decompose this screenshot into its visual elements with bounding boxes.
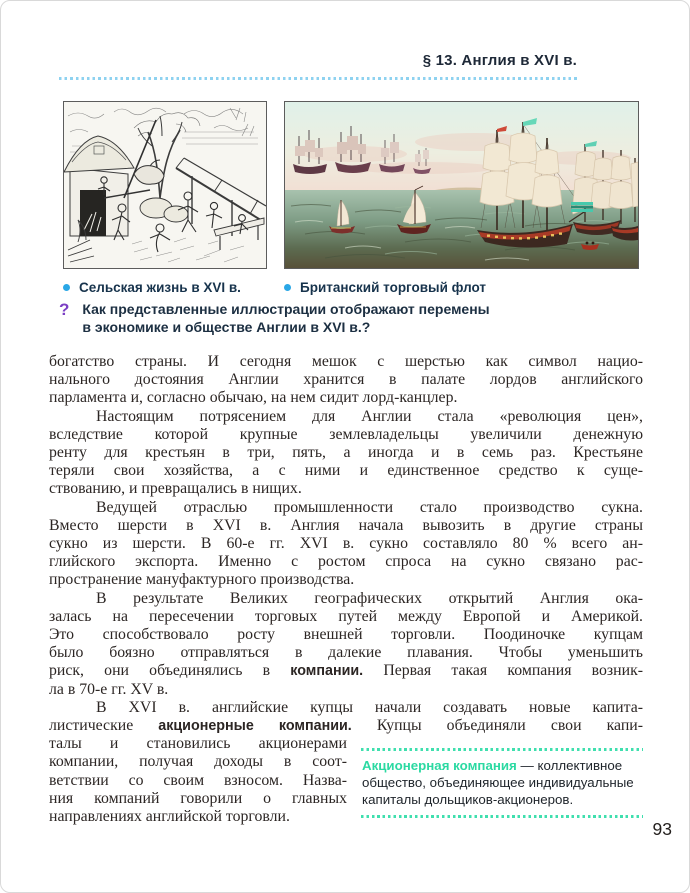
- text-line: парламента и, согласно обычаю, на нем сидит лорд-канцлер.: [49, 389, 458, 407]
- figure-merchant-fleet: [284, 101, 639, 295]
- caption-text: Сельская жизнь в XVI в.: [79, 280, 241, 295]
- note-term: Акционерная компания: [362, 758, 517, 774]
- text-line: ния компаний говорили о главных: [49, 789, 347, 807]
- text-line: Это способствовало росту внешней торговли. Поодиночке купцам: [49, 626, 643, 644]
- note-dotted-border-bottom: [361, 815, 643, 818]
- text-line: компании, получая доходы в соот-: [49, 753, 347, 771]
- body-paragraphs: [49, 353, 643, 735]
- body-text: [49, 353, 643, 826]
- text-line: Ведущей отраслью промышленности стало производство сукна.: [96, 498, 643, 516]
- question-line: в экономике и обществе Англии в XVI в.?: [82, 319, 371, 335]
- text-line: риск, они объединялись в компании. Первая такая компания возник-: [49, 662, 644, 680]
- text-line: залась на пересечении торговых путей между Европой и Америкой.: [49, 607, 643, 625]
- woodcut-image: [63, 101, 267, 269]
- question-block: [59, 300, 604, 336]
- text-line: В результате Великих географических открытий Англия ока-: [96, 589, 643, 607]
- text-line: ла в 70-е гг. XV в.: [49, 680, 169, 698]
- paragraph: [49, 590, 643, 699]
- note-definition: — коллективное общество, объединяющее индивидуальные капиталы дольщиков-акционеров.: [362, 758, 634, 808]
- text-line: богатство страны. И сегодня мешок с шерстью как символ нацио-: [49, 353, 643, 370]
- wrap-row: [49, 735, 643, 826]
- text-line: талы и становились акционерами: [49, 735, 347, 753]
- question-line: Как представленные иллюстрации отображают перемены: [82, 301, 490, 317]
- text-line: глийского экспорта. Именно с ростом спроса на сукно связано рас-: [49, 553, 643, 571]
- wrap-left-column: [49, 735, 347, 826]
- text-line: листические акционерные компании. Купцы объединяли свои капи-: [49, 717, 644, 735]
- header-dotted-divider: [59, 77, 577, 80]
- text-line: В XVI в. английские купцы начали создавать новые капита-: [96, 698, 643, 716]
- text-line: Вместо шерсти в XVI в. Англия начала вывозить в другие страны: [49, 516, 643, 534]
- text-line: теряли свои хозяйства, а с ними и единственное средство к суще-: [49, 462, 643, 480]
- figures-row: [63, 101, 641, 295]
- paragraph: [49, 353, 643, 408]
- text-line: ствованию, и превращались в нищих.: [49, 480, 302, 498]
- caption-bullet-icon: [63, 284, 70, 291]
- caption-merchant-fleet: [284, 280, 639, 295]
- text-line: было боязно отправляться в далекие плавания. Чтобы уменьшить: [49, 644, 643, 662]
- definition-note-box: [361, 748, 643, 818]
- text-line: нального достояния Англии хранится в палате лордов английского: [49, 371, 643, 389]
- paragraph: [49, 408, 643, 499]
- paragraph: [49, 499, 643, 590]
- question-mark-icon: ?: [59, 300, 70, 319]
- painting-image: [284, 101, 639, 269]
- caption-bullet-icon: [284, 284, 291, 291]
- text-line: пространение мануфактурного производства.: [49, 571, 355, 589]
- text-line: вследствие которой крупные землевладельцы увеличили денежную: [49, 425, 643, 443]
- note-text: [361, 751, 643, 815]
- question-text: [82, 300, 489, 336]
- text-line: Настоящим потрясением для Англии стала «революция цен»,: [96, 407, 643, 425]
- fleet-painting-illustration: [285, 102, 638, 268]
- paragraph: [49, 699, 643, 735]
- page-number: 93: [652, 819, 672, 839]
- section-title: § 13. Англия в XVI в.: [422, 52, 577, 69]
- caption-text: Британский торговый флот: [300, 280, 487, 295]
- text-line: направлениях английской торговли.: [49, 808, 290, 826]
- text-line: сукно из шерсти. В 60-е гг. XVI в. сукно составляло 80 % всего ан-: [49, 535, 643, 553]
- woodcut-rural-life-illustration: [64, 102, 266, 268]
- text-line: ренту для крестьян в три, пять, а иногда и в семь раз. Крестьяне: [49, 444, 643, 462]
- text-line: ветствии со своим взносом. Назва-: [49, 771, 347, 789]
- figure-rural-life: [63, 101, 267, 295]
- caption-rural-life: [63, 280, 267, 295]
